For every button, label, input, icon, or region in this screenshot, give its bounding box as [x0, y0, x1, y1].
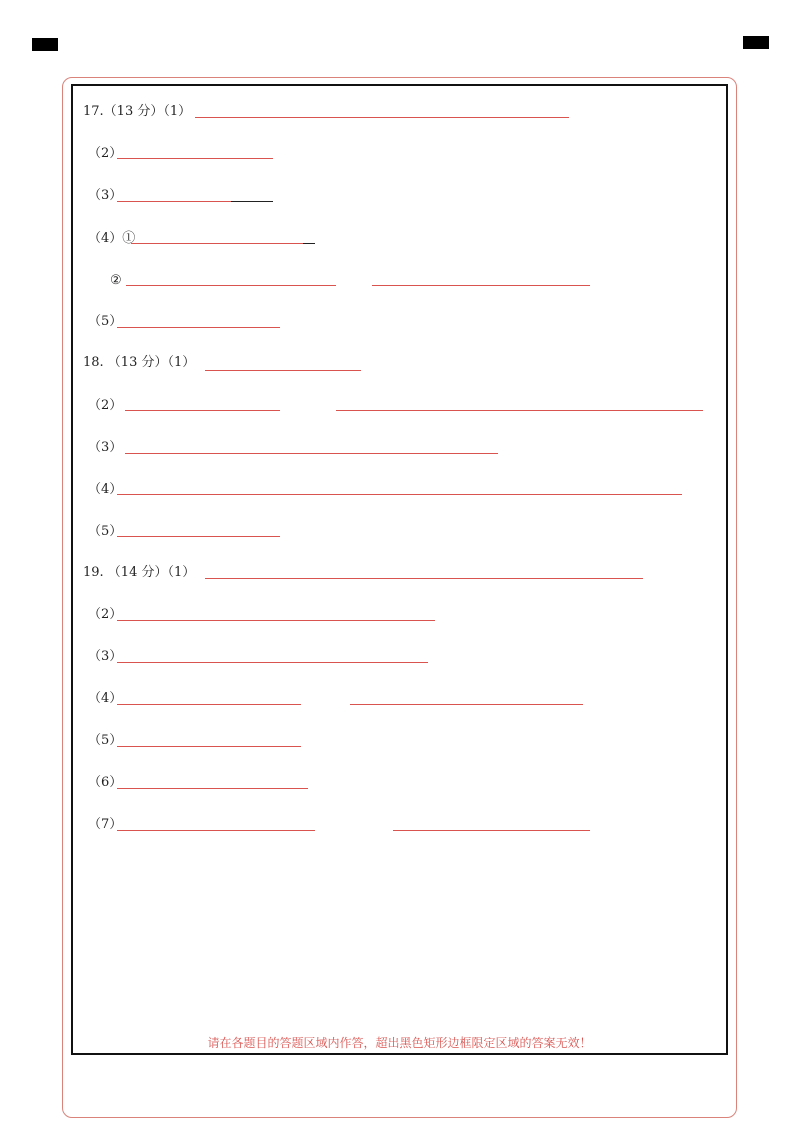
q19-6-answer-line[interactable] [117, 788, 308, 789]
q19-7-label: （7） [88, 817, 123, 832]
q17-3-label: （3） [88, 188, 123, 203]
q19-2-answer-line[interactable] [117, 620, 435, 621]
q19-3-label: （3） [88, 649, 123, 664]
q17-4-1-answer-line-tail [303, 243, 315, 244]
q18-2-answer-line-b[interactable] [336, 410, 703, 411]
q18-header: 18. （13 分）（1） [83, 355, 196, 370]
q17-4-2-answer-line-a[interactable] [126, 285, 336, 286]
q19-4-label: （4） [88, 691, 123, 706]
q17-5-answer-line[interactable] [117, 327, 280, 328]
q17-4-2-answer-line-b[interactable] [372, 285, 590, 286]
q17-4-2-label: ② [110, 273, 122, 288]
q19-1-answer-line[interactable] [205, 578, 643, 579]
q17-3-answer-line-tail [231, 201, 273, 202]
q19-5-answer-line[interactable] [117, 746, 301, 747]
q19-7-answer-line-a[interactable] [117, 830, 315, 831]
q17-4-1-answer-line[interactable] [131, 243, 303, 244]
q17-2-label: （2） [88, 146, 123, 161]
q19-6-label: （6） [88, 775, 123, 790]
q17-2-answer-line[interactable] [117, 158, 273, 159]
q19-3-answer-line[interactable] [117, 662, 428, 663]
q18-4-label: （4） [88, 482, 123, 497]
q18-2-answer-line-a[interactable] [125, 410, 280, 411]
q17-header: 17.（13 分）（1） [83, 104, 192, 119]
q19-2-label: （2） [88, 607, 123, 622]
registration-mark-right [743, 36, 769, 49]
q19-4-answer-line-a[interactable] [117, 704, 301, 705]
q19-header: 19. （14 分）（1） [83, 565, 196, 580]
q19-7-answer-line-b[interactable] [393, 830, 590, 831]
registration-mark-left [32, 38, 58, 51]
q18-5-answer-line[interactable] [117, 536, 280, 537]
q17-5-label: （5） [88, 314, 123, 329]
q17-4-label: （4）① [88, 231, 136, 246]
q17-3-answer-line[interactable] [117, 201, 231, 202]
q18-2-label: （2） [88, 398, 123, 413]
q18-4-answer-line[interactable] [117, 494, 682, 495]
q18-1-answer-line[interactable] [205, 370, 361, 371]
q18-5-label: （5） [88, 524, 123, 539]
q19-4-answer-line-b[interactable] [350, 704, 583, 705]
answer-region-notice: 请在各题目的答题区域内作答，超出黑色矩形边框限定区域的答案无效！ [207, 1036, 592, 1050]
q18-3-label: （3） [88, 440, 123, 455]
q18-3-answer-line[interactable] [125, 453, 498, 454]
q17-1-answer-line[interactable] [195, 117, 569, 118]
q19-5-label: （5） [88, 733, 123, 748]
